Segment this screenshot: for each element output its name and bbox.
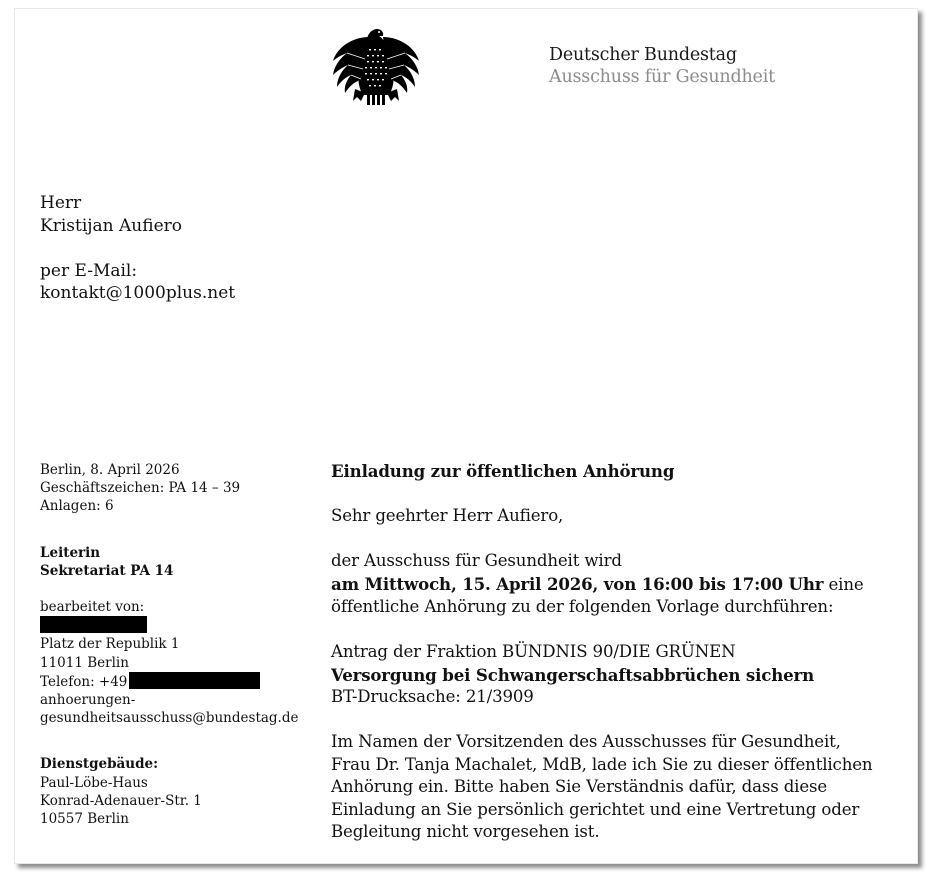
building-label: Dienstgebäude:: [40, 756, 159, 773]
motion-line: Antrag der Fraktion BÜNDNIS 90/DIE GRÜNEN: [331, 642, 736, 661]
paragraph-2-line: Frau Dr. Tanja Machalet, MdB, lade ich Sie zu dieser öffentlichen: [331, 754, 873, 774]
redacted-phone: [129, 672, 260, 689]
building-street: Konrad-Adenauer-Str. 1: [40, 792, 202, 809]
paragraph-1-line: der Ausschuss für Gesundheit wird: [331, 551, 622, 570]
motion-title: Versorgung bei Schwangerschaftsabbrüchen sichern: [331, 664, 815, 685]
handled-by-label: bearbeitet von:: [40, 599, 145, 616]
address-line2: 11011 Berlin: [40, 654, 129, 671]
contact-email-line2: gesundheitsausschuss@bundestag.de: [40, 710, 299, 727]
org-name: Deutscher Bundestag: [549, 45, 737, 65]
building-name: Paul-Löbe-Haus: [40, 774, 148, 791]
hearing-datetime: am Mittwoch, 15. April 2026, von 16:00 bis 17:00 Uhr: [331, 573, 824, 594]
letter-date: Berlin, 8. April 2026: [40, 462, 180, 478]
paragraph-1-line: öffentliche Anhörung zu der folgenden Vorlage durchführen:: [331, 597, 834, 616]
paragraph-1-line: [331, 573, 911, 597]
phone-label: Telefon: +49: [40, 673, 128, 690]
motion-block: [331, 641, 911, 709]
paragraph-1-tail: eine: [823, 574, 864, 594]
paragraph-2-line: Im Namen der Vorsitzenden des Ausschusses für Gesundheit,: [331, 732, 841, 751]
letter-page: [14, 8, 918, 864]
recipient-salutation: Herr: [40, 193, 82, 213]
reference-number: Geschäftszeichen: PA 14 – 39: [40, 480, 241, 497]
contact-email-line1: anhoerungen-: [40, 692, 136, 709]
attachments-count: Anlagen: 6: [40, 498, 114, 515]
redacted-name: [40, 616, 147, 633]
sender-meta-block: [40, 461, 298, 828]
sender-office: Sekretariat PA 14: [40, 562, 174, 579]
bundesadler-eagle-icon: [331, 23, 421, 107]
recipient-name: Kristijan Aufiero: [40, 215, 183, 236]
recipient-block: [40, 192, 235, 305]
paragraph-1: [331, 550, 911, 619]
letter-body: [331, 460, 911, 844]
address-line1: Platz der Republik 1: [40, 636, 180, 653]
phone-line: [40, 672, 298, 691]
letter-greeting: Sehr geehrter Herr Aufiero,: [331, 506, 564, 525]
motion-reference: BT-Drucksache: 21/3909: [331, 687, 534, 706]
letterhead: [549, 44, 775, 88]
letter-subject: Einladung zur öffentlichen Anhörung: [331, 461, 675, 481]
paragraph-2-line: Einladung an Sie persönlich gerichtet und eine Vertretung oder: [331, 799, 860, 819]
paragraph-2: [331, 731, 911, 844]
paragraph-2-line: Anhörung ein. Bitte haben Sie Verständnis dafür, dass diese: [331, 777, 828, 796]
recipient-email: kontakt@1000plus.net: [40, 283, 236, 303]
sender-role: Leiterin: [40, 544, 101, 561]
paragraph-2-line: Begleitung nicht vorgesehen ist.: [331, 822, 600, 841]
committee-name: Ausschuss für Gesundheit: [549, 67, 775, 87]
delivery-label: per E-Mail:: [40, 260, 138, 281]
building-city: 10557 Berlin: [40, 811, 129, 828]
